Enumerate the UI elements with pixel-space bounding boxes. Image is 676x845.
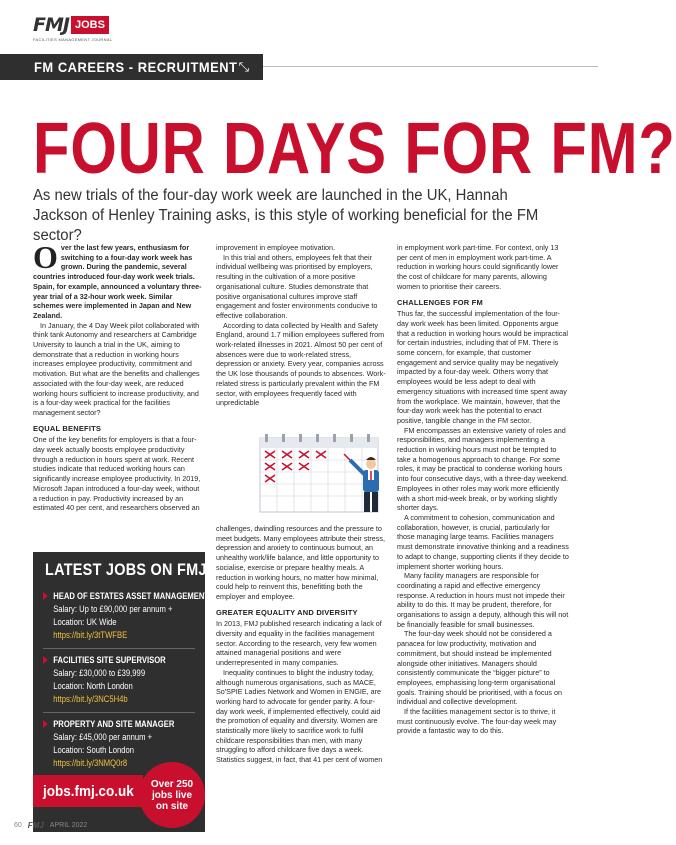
fmj-jobs-logo	[33, 14, 109, 36]
body-paragraph: In January, the 4 Day Week pilot collaborated with think tank Autonomy and researchers at Cambridge University to launch a trial in the UK, aiming to demonstrate that a reduction in working hours increases employee productivity, commitment and motivation. But what are the benefits and challenges associated with the four-day week, are reduced working hours sufficient to increase productivity, and is a four-day week practical for the facilities management sector?	[33, 320, 200, 417]
job-title: HEAD OF ESTATES ASSET MANAGEMENT	[53, 591, 210, 601]
job-title: FACILITIES SITE SUPERVISOR	[53, 655, 166, 665]
standfirst: As new trials of the four-day work week are launched in the UK, Hannah Jackson of Henley Training asks, is this style of working beneficial for the FM sector?	[33, 187, 539, 244]
section-bar	[0, 54, 263, 80]
body-paragraph: One of the key benefits for employers is that a four-day week actually boosts employee productivity through a reduction in hours spent at work. Recent studies indicate that reduced working hours can significantly increase employee productivity. In 2019, Microsoft Japan introduced a four-day week, without a reduction in pay. Productivity increased by an estimated 40 per cent, and researchers observed an	[33, 435, 201, 513]
job-listing[interactable]	[43, 590, 210, 642]
section-label: FM CAREERS - RECRUITMENT	[34, 59, 238, 75]
footer-issue: APRIL 2022	[49, 822, 88, 829]
subheading-challenges: CHALLENGES FOR FM	[397, 297, 483, 307]
body-paragraph: A commitment to cohesion, communication and collaboration, however, is crucial, particularly for those managing large teams. Facilities managers must demonstrate innovative thinking and a readiness to adapt to change, supporting clients if they decide to implement shorter working hours.	[397, 512, 569, 571]
article-column-2	[216, 243, 386, 408]
job-listing[interactable]	[43, 654, 203, 706]
article-column-3	[397, 243, 569, 736]
lead-paragraph: Over the last few years, enthusiasm for switching to a four-day work week has grown. During the pandemic, several countries introduced four-day work week trials. Spain, for example, announced a voluntary three-year trial of a 32-hour work week. Similar schemes were implemented in Japan and New Zealand.	[33, 239, 202, 320]
job-divider	[43, 712, 195, 713]
jobs-site-link[interactable]: jobs.fmj.co.uk	[33, 775, 143, 807]
logo-tagline: FACILITIES MANAGEMENT JOURNAL	[33, 37, 113, 42]
body-paragraph: If the facilities management sector is to thrive, it must continuously evolve. The four-day week may provide a fantastic way to do this.	[397, 707, 557, 736]
body-paragraph: In 2013, FMJ published research indicating a lack of diversity and equality in the facilities management sector. According to the research, very few women attained managerial positions and were underrepresented in many companies.	[216, 619, 382, 668]
body-paragraph: in employment work part-time. For context, only 13 per cent of men in employment work part-time. A reduction in working hours could significantly lower the cost of childcare for many parents, allowing women to prioritise their careers.	[397, 243, 559, 291]
logo-text: FMJ	[33, 14, 69, 36]
job-salary: Salary: £30,000 to £39,999	[53, 668, 146, 678]
job-location: Location: UK Wide	[53, 617, 117, 627]
body-paragraph: The four-day week should not be considered a panacea for low productivity, motivation and commitment, but should instead be implemented alongside other initiatives. Managers should consistently communicate the “bigger picture” to employees, emphasising long-term organisational goals. Training should be prioritised, with a focus on individual and collective development.	[397, 629, 563, 707]
body-paragraph: According to data collected by Health and Safety England, around 1.7 million employees suffered from work-related illnesses in 2021. Almost 50 per cent of absences were due to work-related stress, depression or anxiety. Every year, companies across the UK lose thousands of pounds to absences. Work-related stress is particularly prevalent within the FM sector, with employees frequently faced with unpredictable	[216, 320, 386, 408]
job-location: Location: North London	[53, 681, 133, 691]
subheading-equal-benefits: EQUAL BENEFITS	[33, 423, 102, 433]
page-number: 60	[14, 822, 22, 829]
expand-arrows-icon: ⤡	[238, 59, 249, 74]
job-title: PROPERTY AND SITE MANAGER	[53, 719, 175, 729]
article-column-2-lower	[216, 524, 386, 765]
body-paragraph: Thus far, the successful implementation of the four-day work week has been limited. Opponents argue that a reduction in working hours would be impractical for certain industries, including that of FM. There is some concern, for example, that customer engagement and service quality may be negatively impacted by a four-day week. Others worry that employees would be less adept to deal with emergency situations with increased time spent away from the workplace. We maintain, however, that the four-day work week has the potential to enact positive, tangible change in the FM sector.	[397, 309, 568, 425]
job-link[interactable]: https://bit.ly/3tTWFBE	[53, 630, 128, 640]
job-salary: Salary: £45,000 per annum +	[53, 732, 153, 742]
subheading-greater-equality: GREATER EQUALITY AND DIVERSITY	[216, 607, 358, 617]
footer-mag-name: FMJ	[27, 821, 44, 830]
job-link[interactable]: https://bit.ly/3NMQ0r8	[53, 758, 128, 768]
body-paragraph: challenges, dwindling resources and the pressure to meet budgets. Many employees attribute their stress, depression and anxiety to continuous burnout, an unhealthy work/life balance, and little opportunity to socialise, exercise or prepare healthy meals. A reduction in working hours, no matter how minimal, could help to reinvent this, benefitting both the employer and employee.	[216, 524, 385, 601]
job-divider	[43, 648, 195, 649]
page-title: FOUR DAYS FOR FM?	[33, 109, 676, 189]
jobs-title: LATEST JOBS ON FMJ	[45, 560, 207, 579]
job-location: Location: South London	[53, 745, 135, 755]
job-link[interactable]: https://bit.ly/3NC5H4b	[53, 694, 128, 704]
body-paragraph: Inequality continues to blight the industry today, although numerous organisations, such as MACE, So'SPIE Ladies Network and Women in ENGIE, are working hard to advocate for gender parity. A four-day work week, if implemented effectively, could aid the promotion of equality and diversity. Women are statistically more likely to sacrifice work to fulfil childcare responsibilities than men, with many struggling to afford childcare five days a week. Statistics suggest, in fact, that 41 per cent of women	[216, 667, 383, 765]
jobs-count-badge: Over 250 jobs live on site	[139, 762, 205, 828]
body-paragraph: In this trial and others, employees felt that their individual wellbeing was prioritised by employers, resulting in the cultivation of a more positive organisational culture. Studies demonstrate that positive organisational cultures improve staff engagement and foster environments conducive to effective collaboration.	[216, 252, 378, 320]
page-footer	[14, 821, 87, 830]
dropcap: O	[33, 239, 58, 275]
calendar-illustration	[250, 424, 400, 519]
body-paragraph: FM encompasses an extensive variety of roles and responsibilities, and managers implementing a reduction in working hours must not be tempted to take a homogenous approach to change. For some roles, it may be practical to condense working hours into four consecutive days, with a three-day weekend. Employees in other roles may work more efficiently with a short mid-week break, or by working slightly shorter days.	[397, 425, 568, 513]
body-paragraph: Many facility managers are responsible for coordinating a rapid and effective emergency response. A reduction in hours must not impede their ability to do this. It may be prudent, therefore, for organisations to assign a deputy, although this will not be financially feasible for small businesses.	[397, 571, 569, 629]
job-salary: Salary: Up to £90,000 per annum +	[53, 604, 173, 614]
logo-badge: JOBS	[71, 16, 109, 34]
header-divider	[263, 66, 598, 67]
body-paragraph: improvement in employee motivation.	[216, 243, 336, 252]
article-column-1	[33, 239, 205, 513]
